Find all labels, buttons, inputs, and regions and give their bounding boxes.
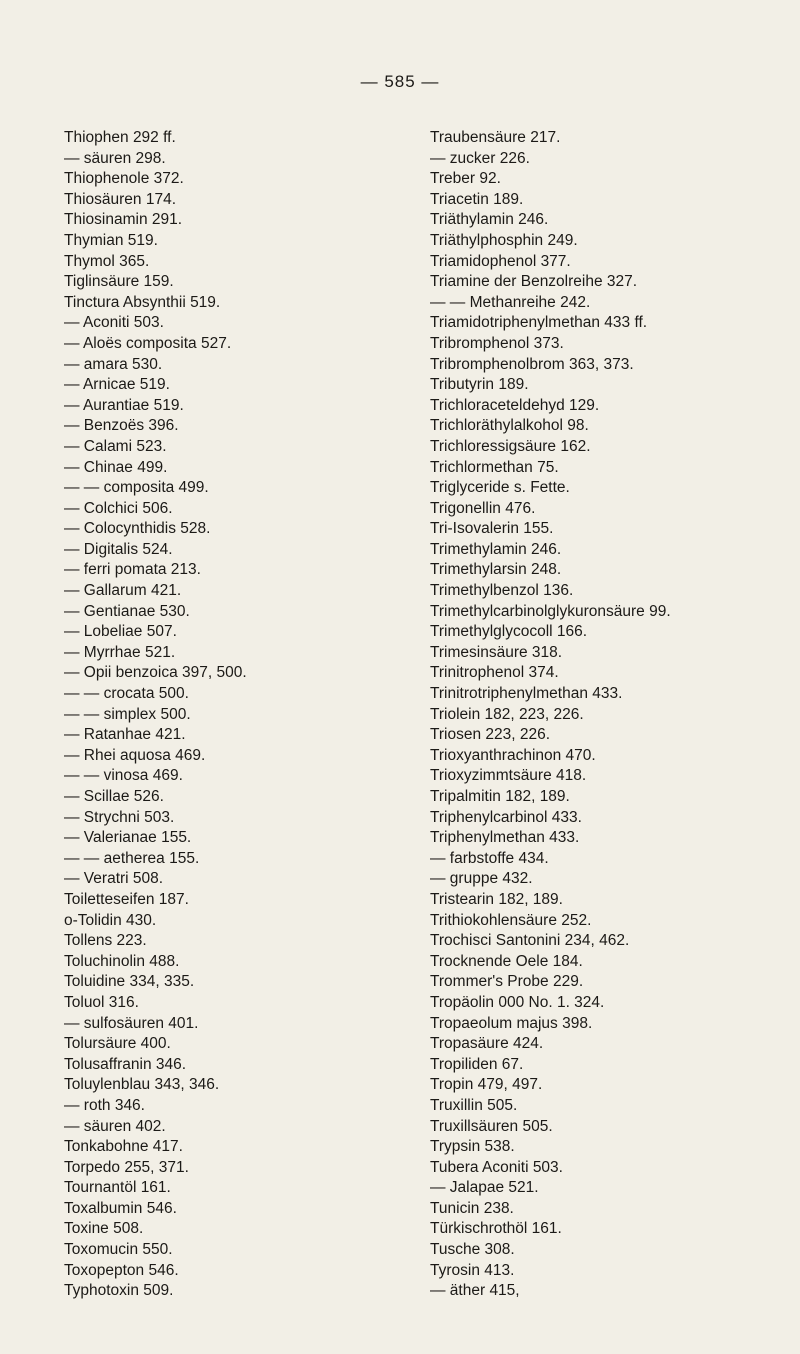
index-entry: Tonkabohne 417. xyxy=(64,1138,183,1156)
index-entry: Triamidotriphenylmethan 433 ff. xyxy=(430,314,648,332)
index-entry: Toxine 508. xyxy=(64,1220,144,1238)
index-entry: Toluchinolin 488. xyxy=(64,952,180,970)
index-entry: — ferri pomata 213. xyxy=(64,561,201,579)
index-entry: Triacetin 189. xyxy=(430,190,524,208)
index-entry: Tripalmitin 182, 189. xyxy=(430,788,570,805)
index-entry: Triäthylphosphin 249. xyxy=(430,231,578,249)
index-entry: Trimethylamin 246. xyxy=(430,540,562,558)
index-entry: Tolusaffranin 346. xyxy=(64,1055,187,1073)
index-entry: o-Tolidin 430. xyxy=(64,911,157,929)
index-entry: — Aloës composita 527. xyxy=(64,334,232,352)
index-entry: Triolein 182, 223, 226. xyxy=(430,705,584,723)
index-entry: — — aetherea 155. xyxy=(64,849,200,867)
index-entry: Trioxyzimmtsäure 418. xyxy=(430,767,587,785)
index-entry: Trimethylcarbinolglykuronsäure 99. xyxy=(430,602,671,620)
index-column-left xyxy=(64,128,399,1302)
index-entry: — Colchici 506. xyxy=(64,499,173,517)
index-entry: Toluol 316. xyxy=(64,993,139,1011)
index-entry: — Opii benzoica 397, 500. xyxy=(64,664,247,682)
index-entry: Tolursäure 400. xyxy=(64,1035,171,1053)
index-entry: — Benzoës 396. xyxy=(64,417,179,435)
index-entry: — Valerianae 155. xyxy=(64,829,192,847)
index-entry: Triamine der Benzolreihe 327. xyxy=(430,273,638,291)
index-entry: Tropin 479, 497. xyxy=(430,1076,543,1094)
index-entry: Tiglinsäure 159. xyxy=(64,273,174,291)
index-entry: — Aurantiae 519. xyxy=(64,396,184,414)
index-entry: Thiosinamin 291. xyxy=(64,211,183,229)
index-entry: Trichloräthylalkohol 98. xyxy=(430,417,589,435)
index-entry: Toxomucin 550. xyxy=(64,1241,173,1259)
index-entry: Trichloraceteldehyd 129. xyxy=(430,396,600,414)
index-entry: Türkischrothöl 161. xyxy=(430,1220,562,1238)
index-entry: — Veratri 508. xyxy=(64,870,164,888)
index-entry: Triphenylmethan 433. xyxy=(430,829,580,847)
index-entry: — Ratanhae 421. xyxy=(64,726,186,744)
index-entry: Tribromphenol 373. xyxy=(430,334,564,352)
index-entry: Tristearin 182, 189. xyxy=(430,890,563,908)
index-entry: — amara 530. xyxy=(64,355,163,373)
index-entry: Toluylenblau 343, 346. xyxy=(64,1076,220,1094)
index-entry: Trocknende Oele 184. xyxy=(430,952,583,970)
index-entry: Trichlormethan 75. xyxy=(430,458,559,476)
index-entry: Trimethylglycocoll 166. xyxy=(430,623,588,641)
index-entry: Triphenylcarbinol 433. xyxy=(430,808,582,826)
index-entry: Toiletteseifen 187. xyxy=(64,890,189,908)
index-entry: — — Methanreihe 242. xyxy=(430,293,591,311)
index-entry: — Chinae 499. xyxy=(64,458,168,476)
index-entry: Thiophenole 372. xyxy=(64,170,184,188)
index-entry: Trinitrotriphenylmethan 433. xyxy=(430,685,623,703)
index-entry: — — simplex 500. xyxy=(64,705,191,723)
index-entry: — farbstoffe 434. xyxy=(430,849,549,867)
index-entry: Tri-Isovalerin 155. xyxy=(430,520,554,538)
index-entry: Treber 92. xyxy=(430,170,501,188)
index-entry: Triosen 223, 226. xyxy=(430,726,551,744)
index-entry: Trochisci Santonini 234, 462. xyxy=(430,932,630,950)
index-entry: Tyrosin 413. xyxy=(430,1261,515,1279)
index-entry: — Arnicae 519. xyxy=(64,376,170,394)
index-entry: Thiophen 292 ff. xyxy=(64,129,176,146)
index-entry: — gruppe 432. xyxy=(430,870,533,888)
index-entry: Truxillsäuren 505. xyxy=(430,1117,553,1135)
index-entry: Tropasäure 424. xyxy=(430,1035,544,1053)
index-entry: — äther 415, xyxy=(430,1282,520,1300)
index-entry: Trichloressigsäure 162. xyxy=(430,437,591,455)
index-entry: Tropaeolum majus 398. xyxy=(430,1014,593,1032)
index-entry: — Rhei aquosa 469. xyxy=(64,746,206,764)
index-entry: Triamidophenol 377. xyxy=(430,252,571,270)
index-entry: Tinctura Absynthii 519. xyxy=(64,293,221,311)
index-entry: Tollens 223. xyxy=(64,932,147,950)
index-entry: Trioxyanthrachinon 470. xyxy=(430,746,596,764)
index-entry: Tropiliden 67. xyxy=(430,1055,524,1073)
index-entry: Traubensäure 217. xyxy=(430,129,561,146)
index-entry: Toxopepton 546. xyxy=(64,1261,179,1279)
index-entry: Toxalbumin 546. xyxy=(64,1199,177,1217)
index-entry: — Myrrhae 521. xyxy=(64,643,176,661)
index-entry: — Colocynthidis 528. xyxy=(64,520,211,538)
index-entry: Thymian 519. xyxy=(64,231,158,249)
index-entry: Trimethylarsin 248. xyxy=(430,561,562,579)
index-entry: Trimethylbenzol 136. xyxy=(430,582,574,600)
index-entry: Typhotoxin 509. xyxy=(64,1282,174,1300)
index-column-right xyxy=(430,128,780,1302)
index-entry: — — vinosa 469. xyxy=(64,767,183,785)
index-entry: — säuren 298. xyxy=(64,149,166,167)
index-entry: Triglyceride s. Fette. xyxy=(430,479,570,497)
index-entry: Tribromphenolbrom 363, 373. xyxy=(430,355,634,373)
index-entry: — Calami 523. xyxy=(64,437,167,455)
index-entry: Trithiokohlensäure 252. xyxy=(430,911,592,929)
index-entry: — Scillae 526. xyxy=(64,788,164,805)
index-entry: — Gentianae 530. xyxy=(64,602,190,620)
page-number: — 585 — xyxy=(360,72,440,91)
index-entry: Thymol 365. xyxy=(64,252,150,270)
index-entry: — Jalapae 521. xyxy=(430,1179,539,1197)
index-entry: — Gallarum 421. xyxy=(64,582,182,600)
index-entry: Trypsin 538. xyxy=(430,1138,515,1156)
index-entry: Tubera Aconiti 503. xyxy=(430,1158,563,1176)
index-entry: Toluidine 334, 335. xyxy=(64,973,195,991)
index-entry: Tournantöl 161. xyxy=(64,1179,171,1197)
index-entry: — Digitalis 524. xyxy=(64,540,173,558)
index-entry: — — composita 499. xyxy=(64,479,209,497)
index-entry: Torpedo 255, 371. xyxy=(64,1158,189,1176)
index-entry: Trinitrophenol 374. xyxy=(430,664,559,682)
index-entry: — roth 346. xyxy=(64,1096,145,1114)
index-entry: Tributyrin 189. xyxy=(430,376,529,394)
index-entry: — sulfosäuren 401. xyxy=(64,1014,199,1032)
index-entry: Truxillin 505. xyxy=(430,1096,518,1114)
index-entry: — — crocata 500. xyxy=(64,685,189,703)
index-entry: — Lobeliae 507. xyxy=(64,623,177,641)
index-entry: Tusche 308. xyxy=(430,1241,515,1259)
index-entry: Trigonellin 476. xyxy=(430,499,536,517)
index-entry: Thiosäuren 174. xyxy=(64,190,177,208)
index-entry: Tunicin 238. xyxy=(430,1199,514,1217)
index-entry: — Strychni 503. xyxy=(64,808,175,826)
index-entry: Trimesinsäure 318. xyxy=(430,643,563,661)
index-entry: — säuren 402. xyxy=(64,1117,166,1135)
index-entry: Triäthylamin 246. xyxy=(430,211,549,229)
index-entry: — zucker 226. xyxy=(430,149,530,167)
index-entry: Trommer's Probe 229. xyxy=(430,973,584,991)
index-entry: Tropäolin 000 No. 1. 324. xyxy=(430,993,605,1011)
index-entry: — Aconiti 503. xyxy=(64,314,164,332)
